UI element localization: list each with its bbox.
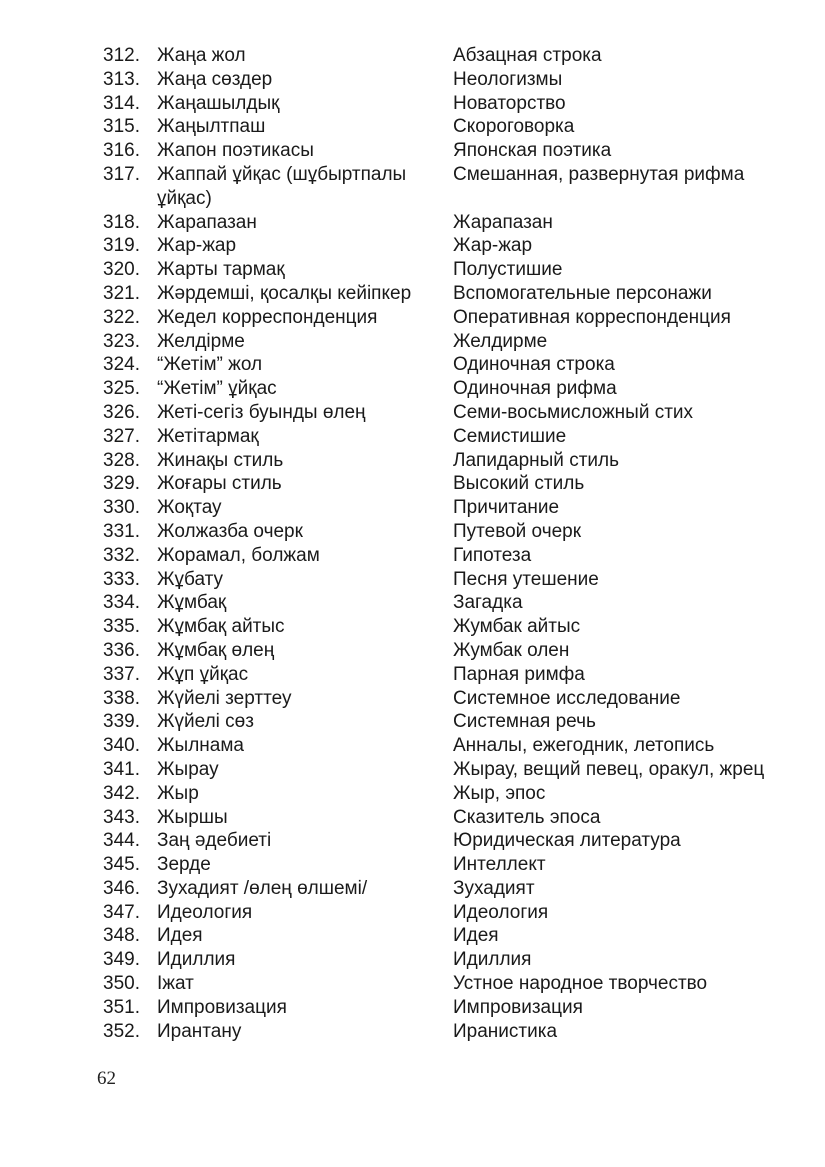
russian-term: Семи-восьмисложный стих	[453, 401, 694, 423]
glossary-row	[96, 115, 806, 139]
glossary-row	[96, 258, 806, 282]
kazakh-term: Жарапазан	[157, 211, 257, 233]
entry-number: 327.	[103, 425, 140, 447]
glossary-row	[96, 425, 806, 449]
kazakh-term: Жыр	[157, 782, 199, 804]
kazakh-term: Жаңа сөздер	[157, 68, 273, 90]
russian-term: Жырау, вещий певец, оракул, жрец	[453, 758, 765, 780]
russian-term: Одиночная рифма	[453, 378, 617, 400]
kazakh-term: Жаңылтпаш	[157, 116, 266, 138]
glossary-row	[96, 163, 806, 211]
entry-number: 314.	[103, 92, 140, 114]
entry-number: 321.	[103, 282, 140, 304]
entry-number: 347.	[103, 901, 140, 923]
entry-number: 331.	[103, 520, 140, 542]
russian-term: Устное народное творчество	[453, 973, 708, 995]
glossary-row	[96, 948, 806, 972]
russian-term: Парная римфа	[453, 663, 585, 685]
russian-term: Жарапазан	[453, 211, 553, 233]
russian-term: Оперативная корреспонденция	[453, 306, 731, 328]
russian-term: Жумбак айтыс	[453, 616, 581, 638]
glossary-row	[96, 924, 806, 948]
kazakh-term: Жолжазба очерк	[157, 520, 303, 542]
kazakh-term: Жүйелі зерттеу	[157, 687, 292, 709]
entry-number: 344.	[103, 830, 140, 852]
glossary-row	[96, 687, 806, 711]
glossary-row	[96, 306, 806, 330]
kazakh-term: Жетітармақ	[157, 425, 259, 447]
entry-number: 312.	[103, 45, 140, 66]
kazakh-term: “Жетім” ұйқас	[157, 378, 277, 400]
kazakh-term: Жоғары стиль	[157, 473, 282, 495]
russian-term: Новаторство	[453, 92, 566, 114]
glossary-row	[96, 568, 806, 592]
glossary-row	[96, 234, 806, 258]
russian-term: Идиллия	[453, 949, 532, 971]
kazakh-term: Жұмбақ	[157, 592, 227, 614]
kazakh-term: Жеті-сегіз буынды өлең	[157, 401, 366, 423]
russian-term: Иранистика	[453, 1020, 558, 1042]
russian-term: Путевой очерк	[453, 520, 582, 542]
entry-number: 318.	[103, 211, 140, 233]
entry-number: 324.	[103, 354, 140, 376]
glossary-row	[96, 353, 806, 377]
entry-number: 328.	[103, 449, 140, 471]
glossary-row	[96, 663, 806, 687]
entry-number: 315.	[103, 116, 140, 138]
kazakh-term: “Жетім” жол	[157, 354, 263, 376]
glossary-row	[96, 496, 806, 520]
kazakh-term: Іжат	[157, 973, 194, 995]
russian-term: Желдирме	[453, 330, 548, 352]
entry-number: 337.	[103, 663, 140, 685]
kazakh-term: Жыршы	[157, 806, 228, 828]
russian-term: Системное исследование	[453, 687, 681, 709]
entry-number: 319.	[103, 235, 140, 257]
russian-term: Гипотеза	[453, 544, 532, 566]
russian-term: Импровизация	[453, 996, 583, 1018]
entry-number: 325.	[103, 378, 140, 400]
russian-term: Интеллект	[453, 854, 546, 876]
kazakh-term: Жырау	[157, 758, 219, 780]
glossary-row	[96, 829, 806, 853]
kazakh-term: Зерде	[157, 854, 211, 876]
glossary-row	[96, 139, 806, 163]
glossary-row	[96, 377, 806, 401]
entry-number: 348.	[103, 925, 140, 947]
entry-number: 336.	[103, 639, 140, 661]
russian-term: Скороговорка	[453, 116, 575, 138]
glossary-row	[96, 877, 806, 901]
kazakh-term: Идеология	[157, 901, 253, 923]
kazakh-term: Жұбату	[157, 568, 224, 590]
glossary-row	[96, 615, 806, 639]
kazakh-term: Жұп ұйқас	[157, 663, 249, 685]
glossary-row	[96, 972, 806, 996]
entry-number: 342.	[103, 782, 140, 804]
glossary-row	[96, 211, 806, 235]
glossary-row	[96, 282, 806, 306]
kazakh-term: Жаңа жол	[157, 45, 246, 66]
russian-term: Вспомогательные персонажи	[453, 282, 712, 304]
entry-number: 316.	[103, 140, 140, 162]
glossary-row	[96, 758, 806, 782]
kazakh-term: Желдірме	[157, 330, 245, 352]
glossary-row	[96, 901, 806, 925]
glossary-row	[96, 734, 806, 758]
entry-number: 350.	[103, 973, 140, 995]
entry-number: 323.	[103, 330, 140, 352]
entry-number: 341.	[103, 758, 140, 780]
entry-number: 340.	[103, 735, 140, 757]
russian-term: Анналы, ежегодник, летопись	[453, 735, 715, 757]
kazakh-term: Жорамал, болжам	[157, 544, 320, 566]
entry-number: 338.	[103, 687, 140, 709]
entry-number: 346.	[103, 877, 140, 899]
entry-number: 335.	[103, 616, 140, 638]
entry-number: 313.	[103, 68, 140, 90]
kazakh-term: Жинақы стиль	[157, 449, 284, 471]
entry-number: 334.	[103, 592, 140, 614]
entry-number: 332.	[103, 544, 140, 566]
russian-term: Идея	[453, 925, 499, 947]
kazakh-term: Жар-жар	[157, 235, 237, 257]
glossary-row	[96, 996, 806, 1020]
russian-term: Абзацная строка	[453, 45, 602, 66]
glossary-row	[96, 68, 806, 92]
entry-number: 345.	[103, 854, 140, 876]
entry-number: 351.	[103, 996, 140, 1018]
kazakh-term: Жәрдемші, қосалқы кейіпкер	[157, 282, 412, 304]
kazakh-term: Ирантану	[157, 1020, 242, 1042]
kazakh-term: Жапон поэтикасы	[157, 140, 314, 162]
glossary-row	[96, 449, 806, 473]
russian-term: Полустишие	[453, 259, 563, 281]
glossary-row	[96, 401, 806, 425]
entry-number: 317.	[103, 163, 140, 185]
kazakh-term: Зухадият /өлең өлшемі/	[157, 877, 368, 899]
glossary-row	[96, 472, 806, 496]
glossary-row	[96, 44, 806, 68]
russian-term: Юридическая литература	[453, 830, 681, 852]
russian-term: Смешанная, развернутая рифма	[453, 163, 745, 185]
russian-term: Жар-жар	[453, 235, 533, 257]
kazakh-term: Жұмбақ өлең	[157, 639, 275, 661]
entry-number: 333.	[103, 568, 140, 590]
kazakh-term: Жаңашылдық	[157, 92, 280, 114]
glossary-row	[96, 782, 806, 806]
entry-number: 349.	[103, 949, 140, 971]
glossary-list	[96, 44, 806, 1043]
russian-term: Системная речь	[453, 711, 596, 733]
glossary-row	[96, 1020, 806, 1044]
russian-term: Зухадият	[453, 877, 535, 899]
kazakh-term: Жылнама	[157, 735, 244, 757]
kazakh-term: Импровизация	[157, 996, 287, 1018]
entry-number: 322.	[103, 306, 140, 328]
russian-term: Лапидарный стиль	[453, 449, 619, 471]
glossary-row	[96, 710, 806, 734]
russian-term: Сказитель эпоса	[453, 806, 601, 828]
kazakh-term: Заң әдебиеті	[157, 830, 272, 852]
kazakh-term: Идея	[157, 925, 203, 947]
glossary-row	[96, 591, 806, 615]
glossary-row	[96, 544, 806, 568]
page-number: 62	[97, 1068, 116, 1089]
kazakh-term: Жарты тармақ	[157, 259, 285, 281]
russian-term: Неологизмы	[453, 68, 563, 90]
glossary-row	[96, 92, 806, 116]
kazakh-term: Жұмбақ айтыс	[157, 616, 285, 638]
russian-term: Загадка	[453, 592, 523, 614]
russian-term: Песня утешение	[453, 568, 599, 590]
russian-term: Высокий стиль	[453, 473, 585, 495]
glossary-row	[96, 330, 806, 354]
kazakh-term: Жүйелі сөз	[157, 711, 254, 733]
entry-number: 326.	[103, 401, 140, 423]
russian-term: Идеология	[453, 901, 549, 923]
entry-number: 352.	[103, 1020, 140, 1042]
kazakh-term: Жедел корреспонденция	[157, 306, 378, 328]
entry-number: 339.	[103, 711, 140, 733]
kazakh-term: Идиллия	[157, 949, 236, 971]
entry-number: 329.	[103, 473, 140, 495]
glossary-row	[96, 853, 806, 877]
glossary-row	[96, 806, 806, 830]
entry-number: 343.	[103, 806, 140, 828]
entry-number: 320.	[103, 259, 140, 281]
entry-number: 330.	[103, 497, 140, 519]
kazakh-term: Жаппай ұйқас (шұбыртпалы ұйқас)	[157, 163, 407, 209]
russian-term: Семистишие	[453, 425, 567, 447]
glossary-row	[96, 639, 806, 663]
russian-term: Японская поэтика	[453, 140, 612, 162]
glossary-row	[96, 520, 806, 544]
russian-term: Жыр, эпос	[453, 782, 546, 804]
russian-term: Причитание	[453, 497, 560, 519]
russian-term: Жумбак олен	[453, 639, 570, 661]
russian-term: Одиночная строка	[453, 354, 615, 376]
kazakh-term: Жоқтау	[157, 497, 222, 519]
